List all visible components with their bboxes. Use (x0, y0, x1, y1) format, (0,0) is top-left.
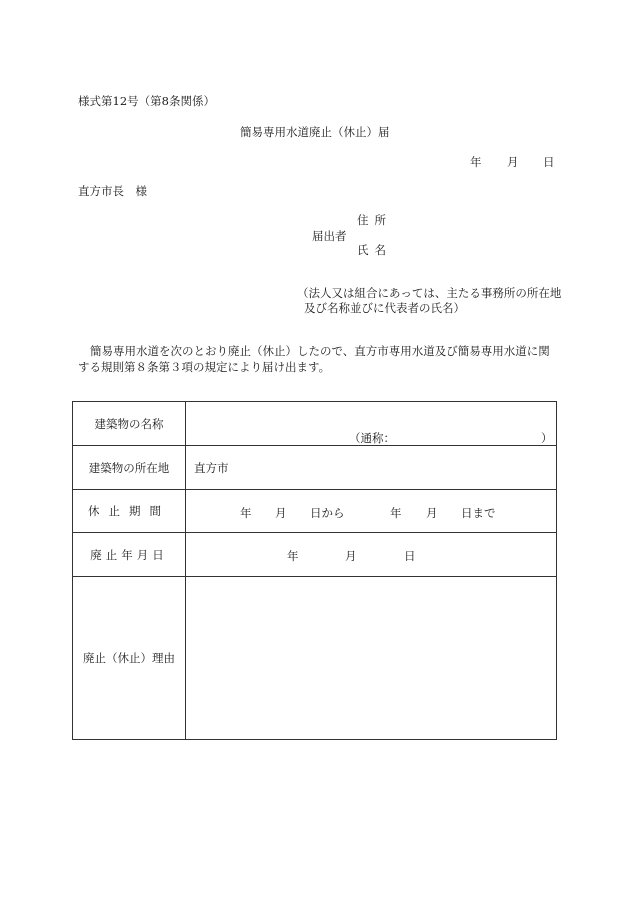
building-name-label: 建築物の名称 (73, 402, 186, 446)
abolition-day: 日 (404, 549, 416, 563)
abolition-month: 月 (345, 549, 357, 563)
note-line-2: 及び名称並びに代表者の氏名） (304, 301, 465, 315)
row-reason (73, 577, 557, 740)
form-table (72, 401, 557, 740)
date-month: 月 (507, 155, 519, 169)
reason-label: 廃止（休止）理由 (73, 577, 186, 740)
corporation-note (297, 286, 561, 316)
date-year: 年 (470, 155, 482, 169)
body-text: 簡易専用水道を次のとおり廃止（休止）したので、直方市専用水道及び簡易専用水道に関する規則第８条第３項の規定により届け出ます。 (78, 344, 550, 374)
building-location-field[interactable] (186, 446, 557, 490)
addressee: 直方市長 様 (78, 184, 147, 198)
period-day-2: 日まで (461, 506, 496, 520)
address-label: 住所 (357, 213, 392, 227)
period-month-1: 月 (275, 506, 287, 520)
period-month-2: 月 (426, 506, 438, 520)
note-line-1: （法人又は組合にあっては、主たる事務所の所在地 (297, 286, 562, 300)
alias-open: （通称： (349, 431, 395, 445)
date-day: 日 (543, 155, 555, 169)
reason-field[interactable] (186, 577, 557, 740)
submission-date (470, 154, 555, 170)
period-year-2: 年 (390, 506, 402, 520)
row-building-name (73, 402, 557, 446)
alias-close: ） (541, 431, 553, 445)
period-day-1: 日から (310, 506, 345, 520)
building-name-field[interactable] (186, 402, 557, 446)
document-title: 簡易専用水道廃止（休止）届 (240, 125, 390, 139)
abolition-date-field[interactable] (186, 533, 557, 577)
suspension-period-label: 休止期間 (73, 490, 186, 533)
building-location-value: 直方市 (194, 460, 229, 475)
name-label: 氏名 (357, 243, 392, 257)
suspension-period-field[interactable] (186, 490, 557, 533)
form-number: 様式第12号（第8条関係） (78, 94, 215, 108)
abolition-year: 年 (287, 549, 299, 563)
building-location-label: 建築物の所在地 (73, 446, 186, 490)
row-abolition-date (73, 533, 557, 577)
row-building-location (73, 446, 557, 490)
period-year-1: 年 (240, 506, 252, 520)
row-suspension-period (73, 490, 557, 533)
submitter-label: 届出者 (312, 229, 347, 243)
abolition-date-label: 廃止年月日 (73, 533, 186, 577)
